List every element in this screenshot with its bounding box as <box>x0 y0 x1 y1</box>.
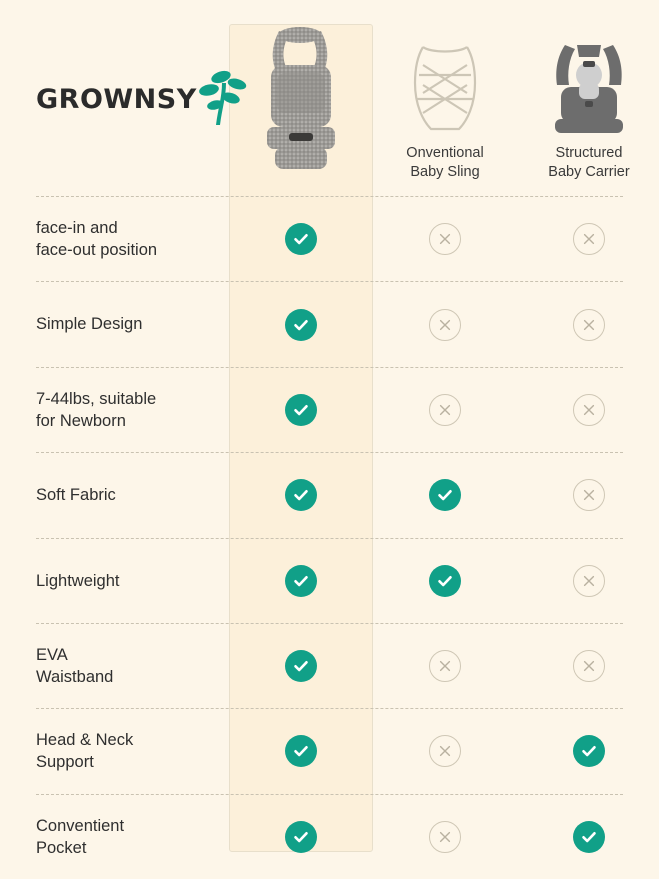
feature-label-line1: Conventient <box>36 816 125 835</box>
cross-icon <box>573 479 605 511</box>
check-icon <box>429 479 461 511</box>
feature-label-line2: Pocket <box>36 838 87 857</box>
cell-grownsy <box>229 735 373 767</box>
cross-icon <box>573 394 605 426</box>
cell-sling <box>373 565 517 597</box>
table-row <box>36 452 623 537</box>
feature-label <box>36 484 229 506</box>
cell-structured <box>517 821 659 853</box>
feature-label <box>36 217 229 262</box>
column-title-line1: Onventional <box>406 145 484 162</box>
check-icon <box>285 394 317 426</box>
feature-rows <box>36 196 623 879</box>
column-title-line1: Structured <box>555 145 623 162</box>
cell-structured <box>517 394 659 426</box>
cell-grownsy <box>229 223 373 255</box>
cell-grownsy <box>229 479 373 511</box>
cross-icon <box>429 735 461 767</box>
check-icon <box>285 650 317 682</box>
cell-grownsy <box>229 650 373 682</box>
check-icon <box>285 223 317 255</box>
cell-structured <box>517 735 659 767</box>
feature-label-line1: Soft Fabric <box>36 486 116 505</box>
check-icon <box>285 565 317 597</box>
cross-icon <box>429 394 461 426</box>
cell-structured <box>517 223 659 255</box>
feature-label-line1: EVA <box>36 645 68 664</box>
cross-icon <box>573 309 605 341</box>
check-icon <box>285 735 317 767</box>
check-icon <box>285 309 317 341</box>
cell-grownsy <box>229 565 373 597</box>
cell-sling <box>373 735 517 767</box>
check-icon <box>429 565 461 597</box>
column-sling <box>373 35 517 196</box>
table-row <box>36 196 623 281</box>
feature-label-line1: face-in and <box>36 218 118 237</box>
cell-sling <box>373 223 517 255</box>
check-icon <box>285 479 317 511</box>
cell-grownsy <box>229 394 373 426</box>
feature-label <box>36 729 229 774</box>
column-structured <box>517 35 659 196</box>
cell-structured <box>517 650 659 682</box>
column-title-line2: Baby Sling <box>410 164 480 181</box>
table-row <box>36 367 623 452</box>
column-title-line2: Baby Carrier <box>548 164 630 181</box>
check-icon <box>573 821 605 853</box>
table-row <box>36 708 623 793</box>
cross-icon <box>429 650 461 682</box>
feature-label <box>36 388 229 433</box>
cell-structured <box>517 309 659 341</box>
cross-icon <box>429 821 461 853</box>
table-row <box>36 794 623 879</box>
check-icon <box>573 735 605 767</box>
cell-grownsy <box>229 309 373 341</box>
cell-structured <box>517 479 659 511</box>
feature-label <box>36 644 229 689</box>
cell-sling <box>373 821 517 853</box>
brand-cell <box>36 67 229 196</box>
cross-icon <box>573 650 605 682</box>
cell-structured <box>517 565 659 597</box>
feature-label-line2: face-out position <box>36 241 158 260</box>
baby-sling-outline-icon <box>397 35 493 144</box>
table-row <box>36 538 623 623</box>
cell-sling <box>373 650 517 682</box>
structured-carrier-icon <box>541 35 637 144</box>
cross-icon <box>573 565 605 597</box>
feature-label-line1: Simple Design <box>36 315 143 334</box>
cell-grownsy <box>229 821 373 853</box>
cross-icon <box>429 223 461 255</box>
feature-label-line1: Lightweight <box>36 571 120 590</box>
cell-sling <box>373 394 517 426</box>
feature-label <box>36 815 229 860</box>
feature-label-line2: for Newborn <box>36 411 126 430</box>
feature-label-line1: 7-44lbs, suitable <box>36 389 157 408</box>
table-row <box>36 281 623 366</box>
column-grownsy <box>229 17 373 196</box>
feature-label <box>36 313 229 335</box>
feature-label-line2: Waistband <box>36 668 114 687</box>
column-sling-title <box>406 144 483 196</box>
cross-icon <box>429 309 461 341</box>
brand-name: GROWNSY <box>36 84 197 115</box>
brand-logo <box>36 67 229 196</box>
feature-label-line1: Head & Neck <box>36 731 134 750</box>
baby-carrier-gray-product-photo <box>249 17 353 182</box>
check-icon <box>285 821 317 853</box>
column-structured-title <box>548 144 629 196</box>
cell-sling <box>373 479 517 511</box>
table-row <box>36 623 623 708</box>
cell-sling <box>373 309 517 341</box>
feature-label <box>36 570 229 592</box>
header-row <box>36 0 630 196</box>
feature-label-line2: Support <box>36 753 94 772</box>
cross-icon <box>573 223 605 255</box>
